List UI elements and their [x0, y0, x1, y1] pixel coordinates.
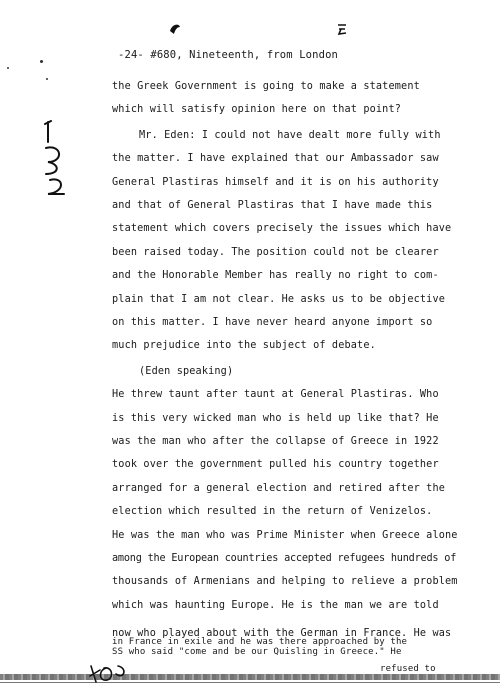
text-line: which was haunting Europe. He is the man we are told [112, 599, 439, 611]
top-mark-right [336, 22, 348, 36]
text-line: the matter. I have explained that our Ambassador saw [112, 153, 439, 165]
text-line: He was the man who was Prime Minister when Greece alone [112, 529, 458, 541]
text-line: the Greek Government is going to make a statement [112, 81, 420, 92]
speck [40, 60, 43, 63]
text-line: was the man who after the collapse of Greece in 1922 [112, 436, 439, 447]
text-line: and the Honorable Member has really no right to com- [112, 270, 439, 282]
text-line: much prejudice into the subject of debate. [112, 340, 376, 352]
text-line: took over the government pulled his country together [112, 459, 439, 471]
text-line: arranged for a general election and retired after the [112, 482, 446, 494]
top-mark-left [168, 22, 182, 36]
text-line: which will satisfy opinion here on that point? [112, 104, 402, 116]
text-line: (Eden speaking) [139, 365, 234, 377]
scan-edge-line [0, 682, 500, 683]
text-line: SS who said "come and be our Quisling in Greece." He [112, 647, 402, 657]
text-line: statement which covers precisely the issues which have [112, 223, 452, 235]
speck [46, 78, 48, 80]
handwritten-margin-note [42, 118, 72, 198]
scan-edge-band [0, 674, 500, 680]
speck [7, 67, 9, 69]
handwritten-bottom-note-drawing [88, 662, 138, 686]
text-line: now who played about with the German in France. He was [112, 628, 452, 639]
text-line: plain that I am not clear. He asks us to be objective [112, 293, 446, 305]
text-line: among the European countries accepted refugees hundreds of [112, 553, 457, 564]
text-line: and that of General Plastiras that I have made this [112, 200, 433, 211]
text-line: on this matter. I have never heard anyone import so [112, 317, 433, 328]
text-line: General Plastiras himself and it is on his authority [112, 176, 439, 188]
page-header: -24- #680, Nineteenth, from London [118, 49, 339, 61]
text-line: been raised today. The position could not be clearer [112, 246, 439, 258]
handwritten-margin-note-drawing [42, 118, 72, 198]
text-line: election which resulted in the return of Venizelos. [112, 506, 433, 518]
text-line: refused to [380, 664, 436, 674]
text-line: He threw taunt after taunt at General Plastiras. Who [112, 389, 439, 401]
text-line: in France in exile and he was there approached by the [112, 637, 408, 647]
text-line: Mr. Eden: I could not have dealt more fully with [139, 129, 441, 141]
text-line: is this very wicked man who is held up like that? He [112, 412, 439, 424]
text-line: thousands of Armenians and helping to relieve a problem [112, 576, 458, 588]
handwritten-bottom-note [88, 662, 138, 686]
